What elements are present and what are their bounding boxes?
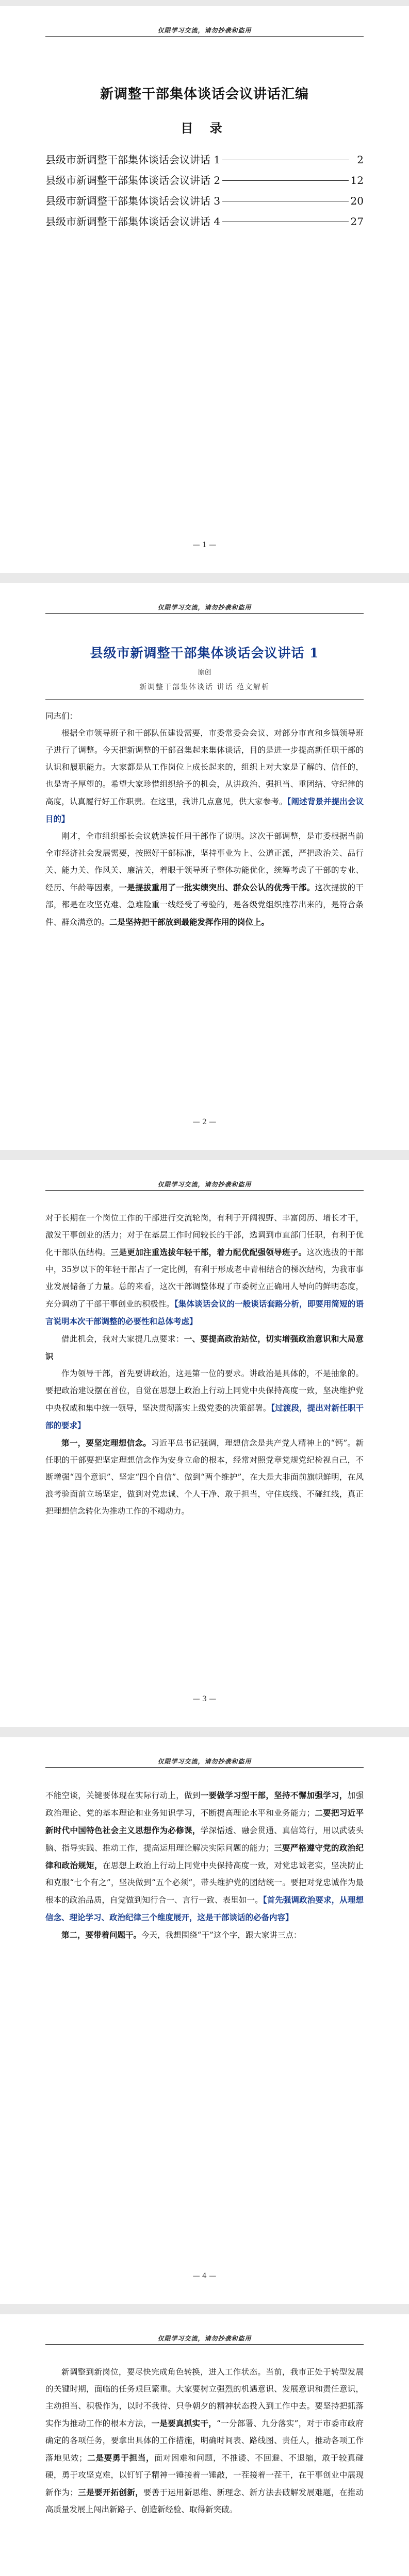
paragraph: 根据全市领导班子和干部队伍建设需要，市委常委会会议、对部分市直和乡镇领导班子进行了调整。今天把新调整的干部召集起来集体谈话，目的是进一步提高新任职干部的认识和履职能力。大家都是从工作岗位上成长起来的，组织上对大家是了解的、信任的，也是寄予厚望的。希望大家珍惜组织给予的机会，从讲政治、强担当、重团结、守纪律的高度，认真履行好工作职责。在这里，我讲几点意见，供大家参考。【阐述背景并提出会议目的】 [45, 728, 364, 824]
header-rule [45, 613, 364, 614]
page-number: — 3 — [192, 1695, 217, 1703]
page-header: 仅限学习交流，请勿抄袭和盗用 [157, 604, 252, 611]
page-header: 仅限学习交流，请勿抄袭和盗用 [157, 2335, 252, 2342]
toc-entry-page: 2 [357, 154, 364, 166]
paragraph: 借此机会，我对大家提几点要求：一、要提高政治站位，切实增强政治意识和大局意识 [45, 1334, 364, 1361]
page-content [45, 1787, 364, 1944]
cover-content [45, 63, 364, 232]
paragraph: 第二，要带着问题干。今天，我想围绕“干”这个字，跟大家讲三点： [61, 1930, 302, 1940]
toc-heading: 目 录 [181, 121, 228, 135]
toc-leader [222, 180, 348, 181]
page-content [45, 640, 364, 931]
header-rule [45, 1767, 364, 1768]
table-of-contents [45, 149, 364, 232]
title-rule [45, 699, 364, 700]
page-5 [0, 2314, 409, 2576]
toc-entry[interactable] [45, 191, 364, 211]
page-content [45, 2364, 364, 2518]
page-number: — 4 — [192, 2272, 217, 2280]
page-header: 仅限学习交流，请勿抄袭和盗用 [157, 1758, 252, 1765]
salutation: 同志们： [45, 711, 78, 721]
paragraph: 不能空谈，关键要体现在实际行动上，做到一要做学习型干部，坚持不懈加强学习，加强政治理论、党的基本理论和业务知识学习，不断提高理论水平和业务能力；二要把习近平新时代中国特色社会主义思想作为必修课，学深悟透、融会贯通、真信笃行，用以武装头脑、指导实践、推动工作，提高运用理论解决实际问题的能力；三要严格遵守党的政治纪律和政治规矩，在思想上政治上行动上同党中央保持高度一致，对党忠诚老实，坚决防止和克服“七个有之”，坚决做到“五个必须”，带头维护党的团结统一。要把对党忠诚作为最根本的政治品质，自觉做到知行合一、言行一致、表里如一。【首先强调政治要求，从理想信念、理论学习、政治纪律三个维度展开，这是干部谈话的必备内容】 [45, 1790, 364, 1922]
annotation: 【集体谈话会议的一般谈话套路分析，即要用简短的语言说明本次干部调整的必要性和总体考虑】 [45, 1299, 364, 1326]
page-3 [0, 1160, 409, 1727]
document-title: 新调整干部集体谈话会议讲话汇编 [100, 87, 309, 102]
annotation: 【首先强调政治要求，从理想信念、理论学习、政治纪律三个维度展开，这是干部谈话的必备内容】 [45, 1895, 364, 1922]
page-header: 仅限学习交流，请勿抄袭和盗用 [157, 1181, 252, 1188]
paragraph: 作为领导干部，首先要讲政治，这是第一位的要求。讲政治是具体的，不是抽象的。要把政治建设摆在首位，自觉在思想上政治上行动上同党中央保持高度一致，坚决维护党中央权威和集中统一领导，坚决贯彻落实上级党委的决策部署。【过渡段，提出对新任职干部的要求】 [45, 1369, 364, 1430]
page-content [45, 1210, 364, 1520]
article-title: 县级市新调整干部集体谈话会议讲话 1 [90, 646, 319, 660]
annotation: 【过渡段，提出对新任职干部的要求】 [45, 1403, 364, 1430]
page-number: — 2 — [192, 1118, 217, 1126]
toc-entry[interactable] [45, 170, 364, 191]
page-1 [0, 6, 409, 573]
toc-entry[interactable] [45, 211, 364, 232]
header-rule [45, 36, 364, 37]
annotation: 【阐述背景并提出会议目的】 [45, 796, 364, 824]
article-meta: 原创 [198, 669, 211, 676]
toc-entry-title: 县级市新调整干部集体谈话会议讲话 1 [45, 154, 221, 166]
page-header: 仅限学习交流，请勿抄袭和盗用 [157, 27, 252, 34]
paragraph: 刚才，全市组织部长会议就选拔任用干部作了说明。这次干部调整，是市委根据当前全市经济社会发展需要，按照好干部标准，坚持事业为上、公道正派，严把政治关、品行关、能力关、作风关、廉洁关，着眼于领导班子整体功能优化，统筹考虑了干部的专业、经历、年龄等因素，一是提拔重用了一批实绩突出、群众公认的优秀干部。这次提拔的干部，都是在攻坚克难、急难险重一线经受了考验的，是各级党组织推荐出来的，是符合条件、群众满意的。二是坚持把干部放到最能发挥作用的岗位上。 [45, 832, 364, 927]
toc-entry-page: 20 [350, 195, 364, 207]
page-4 [0, 1737, 409, 2304]
toc-entry-title: 县级市新调整干部集体谈话会议讲话 4 [45, 215, 221, 228]
toc-entry-page: 27 [350, 215, 364, 228]
toc-entry[interactable] [45, 149, 364, 170]
page-number: — 1 — [192, 541, 217, 549]
toc-entry-page: 12 [350, 174, 364, 187]
paragraph: 第一，要坚定理想信念。习近平总书记强调，理想信念是共产党人精神上的“钙”。新任职的干部要把坚定理想信念作为安身立命的根本，经常对照党章党规党纪检视自己，不断增强“四个意识”、坚定“四个自信”、做到“两个维护”，在大是大非面前旗帜鲜明，在风浪考验面前立场坚定，做到对党忠诚、个人干净、敢于担当，守住底线、不碰红线，真正把理想信念转化为推动工作的不竭动力。 [45, 1438, 364, 1516]
paragraph: 对于长期在一个岗位工作的干部进行交流轮岗，有利于开阔视野、丰富阅历、增长才干，激发干事创业的活力；对于在基层工作时间较长的干部，选调到市直部门任职，有利于优化干部队伍结构。三是更加注重选拔年轻干部，着力配优配强领导班子。这次选拔的干部中，35岁以下的年轻干部占了一定比例，有利于形成老中青相结合的梯次结构，为我市事业发展储备了力量。总的来看，这次干部调整体现了市委树立正确用人导向的鲜明态度，充分调动了干部干事创业的积极性。【集体谈话会议的一般谈话套路分析，即要用简短的语言说明本次干部调整的必要性和总体考虑】 [45, 1213, 364, 1326]
toc-entry-title: 县级市新调整干部集体谈话会议讲话 2 [45, 174, 221, 187]
toc-entry-title: 县级市新调整干部集体谈话会议讲话 3 [45, 195, 221, 207]
header-rule [45, 2344, 364, 2345]
page-2 [0, 583, 409, 1150]
article-subtitle: 新调整干部集体谈话 讲话 范文解析 [139, 683, 270, 691]
paragraph: 新调整到新岗位，要尽快完成角色转换，进入工作状态。当前，我市正处于转型发展的关键时期，面临的任务艰巨繁重。大家要树立强烈的机遇意识、发展意识和责任意识，主动担当、积极作为，以时不我待、只争朝夕的精神状态投入到工作中去。要坚持把抓落实作为推动工作的根本方法，一是要真抓实干，“一分部署、九分落实”，对于市委市政府确定的各项任务，要拿出具体的工作措施，明确时间表、路线图、责任人，推动各项工作落地见效；二是要勇于担当，面对困难和问题，不推诿、不回避、不退缩，敢于较真碰硬，勇于攻坚克难，以钉钉子精神一锤接着一锤敲，一茬接着一茬干，在干事创业中展现新作为；三是要开拓创新，要善于运用新思维、新理念、新方法去破解发展难题，在推动高质量发展上闯出新路子、创造新经验、取得新突破。 [45, 2367, 364, 2514]
header-rule [45, 1190, 364, 1191]
